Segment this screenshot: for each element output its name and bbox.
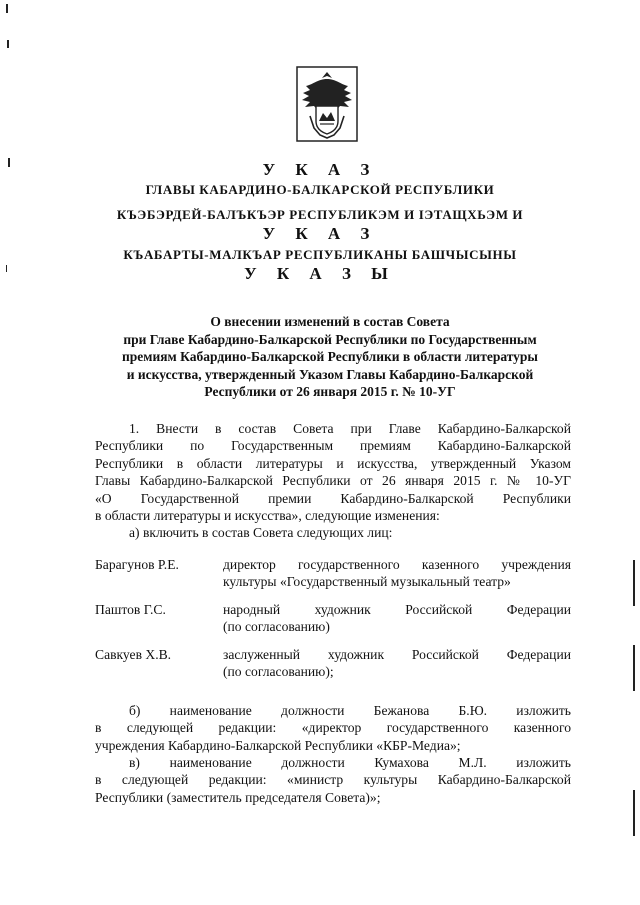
text-line: Главы Кабардино-Балкарской Республики от 26 января 2015 г. № 10-УГ — [95, 473, 571, 489]
member-name: Барагунов Р.Е. — [95, 557, 179, 572]
text-line: Республики (заместитель председателя Совета)»; — [95, 789, 381, 805]
subparagraph-c — [95, 754, 571, 806]
title-line: премиям Кабардино-Балкарской Республики в области литературы — [122, 349, 538, 365]
decree-title — [80, 313, 580, 401]
text-line: Республики по Государственным премиям Кабардино-Балкарской — [95, 438, 571, 454]
issuer-line-bal: КЪАБАРТЫ-МАЛКЪАР РЕСПУБЛИКАНЫ БАШЧЫСЫНЫ — [123, 247, 517, 262]
title-line: Республики от 26 января 2015 г. № 10-УГ — [204, 384, 456, 400]
ukaz-heading: У К А З — [262, 160, 378, 179]
text-line: б) наименование должности Бежанова Б.Ю. изложить — [129, 703, 571, 718]
text-line: 1. Внести в состав Совета при Главе Кабардино-Балкарской — [129, 421, 571, 436]
subparagraph-a: а) включить в состав Совета следующих лиц: — [129, 525, 393, 541]
member-name: Савкуев Х.В. — [95, 647, 172, 662]
ukaz-heading-kab: У К А З — [262, 224, 378, 243]
title-line: при Главе Кабардино-Балкарской Республики по Государственным — [123, 331, 537, 347]
scan-mark — [633, 645, 635, 691]
member-position: народный художник Российской Федерации — [223, 602, 571, 617]
scan-mark — [633, 790, 635, 836]
member-name: Паштов Г.С. — [95, 602, 166, 617]
subparagraph-b — [95, 702, 571, 754]
title-line: О внесении изменений в состав Совета — [210, 314, 450, 329]
scan-mark — [7, 40, 9, 48]
text-line: учреждения Кабардино-Балкарской Республики «КБР-Медиа»; — [95, 737, 461, 753]
text-line: Республики в области литературы и искусства, утвержденный Указом — [95, 455, 571, 471]
scan-mark — [6, 4, 8, 13]
text-line: в следующей редакции: «министр культуры Кабардино-Балкарской — [95, 772, 571, 788]
text-line: в области литературы и искусства», следующие изменения: — [95, 508, 440, 524]
coat-of-arms-emblem — [296, 66, 358, 142]
text-line: в) наименование должности Кумахова М.Л. изложить — [129, 755, 571, 770]
issuer-line-kab: КЪЭБЭРДЕЙ-БАЛЪКЪЭР РЕСПУБЛИКЭМ И ІЭТАЩХЬЭМ И — [116, 207, 524, 222]
member-position: директор государственного казенного учреждения — [223, 557, 571, 572]
title-line: и искусства, утвержденный Указом Главы Кабардино-Балкарской — [126, 366, 534, 382]
scan-mark — [633, 560, 635, 606]
member-position: заслуженный художник Российской Федерации — [223, 647, 571, 662]
member-position: культуры «Государственный музыкальный театр» — [223, 574, 511, 590]
issuer-line-ru: ГЛАВЫ КАБАРДИНО-БАЛКАРСКОЙ РЕСПУБЛИКИ — [145, 182, 495, 197]
member-position: (по согласованию); — [223, 664, 334, 680]
member-position: (по согласованию) — [223, 619, 330, 635]
text-line: «О Государственной премии Кабардино-Балкарской Республики — [95, 490, 571, 506]
ukazy-heading-bal: У К А З Ы — [244, 264, 396, 283]
paragraph-1 — [95, 420, 571, 542]
text-line: в следующей редакции: «директор государственного казенного — [95, 720, 571, 736]
